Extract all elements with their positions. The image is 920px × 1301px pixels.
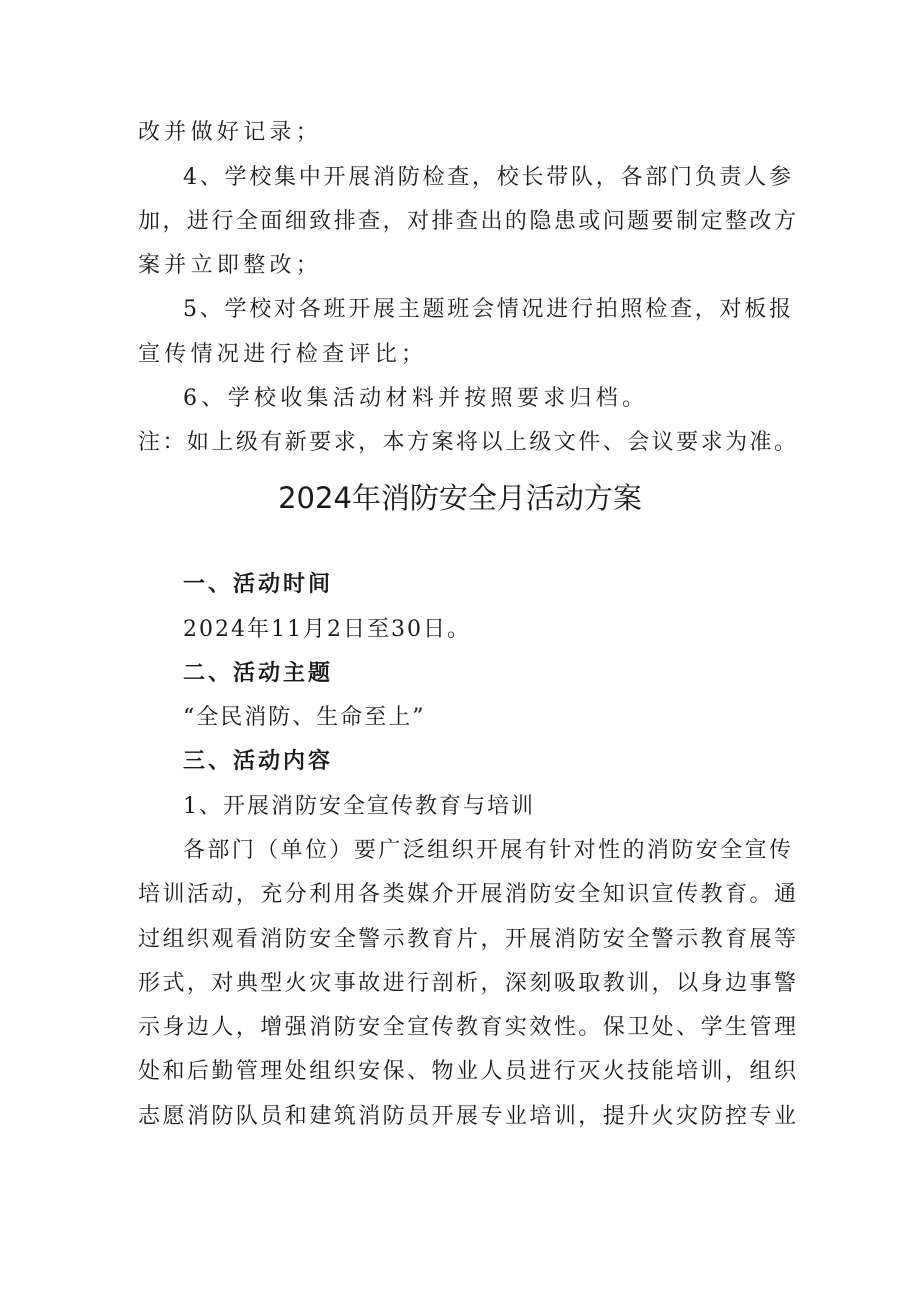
section-heading-theme: 二、活动主题 — [183, 661, 334, 686]
text-line: 5、学校对各班开展主题班会情况进行拍照检查，对板报 — [183, 297, 791, 322]
subsection-heading: 1、开展消防安全宣传教育与培训 — [183, 794, 535, 819]
text-line: 加，进行全面细致排查，对排查出的隐患或问题要制定整改方 — [138, 209, 796, 234]
activity-theme-text: “全民消防、生命至上” — [183, 705, 426, 730]
text-line: 6、学校收集活动材料并按照要求归档。 — [183, 386, 649, 411]
paragraph-line: 处和后勤管理处组织安保、物业人员进行灭火技能培训，组织 — [138, 1059, 796, 1084]
paragraph-line: 形式，对典型火灾事故进行剖析，深刻吸取教训，以身边事警 — [138, 971, 796, 996]
paragraph-line: 示身边人，增强消防安全宣传教育实效性。保卫处、学生管理 — [138, 1015, 796, 1040]
page-title: 2024年消防安全月活动方案 — [278, 481, 642, 515]
activity-time-text: 2024年11月2日至30日。 — [183, 617, 471, 642]
text-line: 4、学校集中开展消防检查，校长带队，各部门负责人参 — [183, 165, 791, 190]
text-line: 改并做好记录； — [138, 120, 323, 145]
paragraph-line: 各部门（单位）要广泛组织开展有针对性的消防安全宣传 — [183, 838, 791, 863]
note-line: 注：如上级有新要求，本方案将以上级文件、会议要求为准。 — [138, 430, 796, 455]
text-line: 案并立即整改； — [138, 253, 323, 278]
paragraph-line: 培训活动，充分利用各类媒介开展消防安全知识宣传教育。通 — [138, 882, 796, 907]
paragraph-line: 志愿消防队员和建筑消防员开展专业培训，提升火灾防控专业 — [138, 1104, 796, 1129]
section-heading-content: 三、活动内容 — [183, 749, 334, 774]
section-heading-time: 一、活动时间 — [183, 572, 334, 597]
text-line: 宣传情况进行检查评比； — [138, 342, 428, 367]
paragraph-line: 过组织观看消防安全警示教育片，开展消防安全警示教育展等 — [138, 927, 796, 952]
